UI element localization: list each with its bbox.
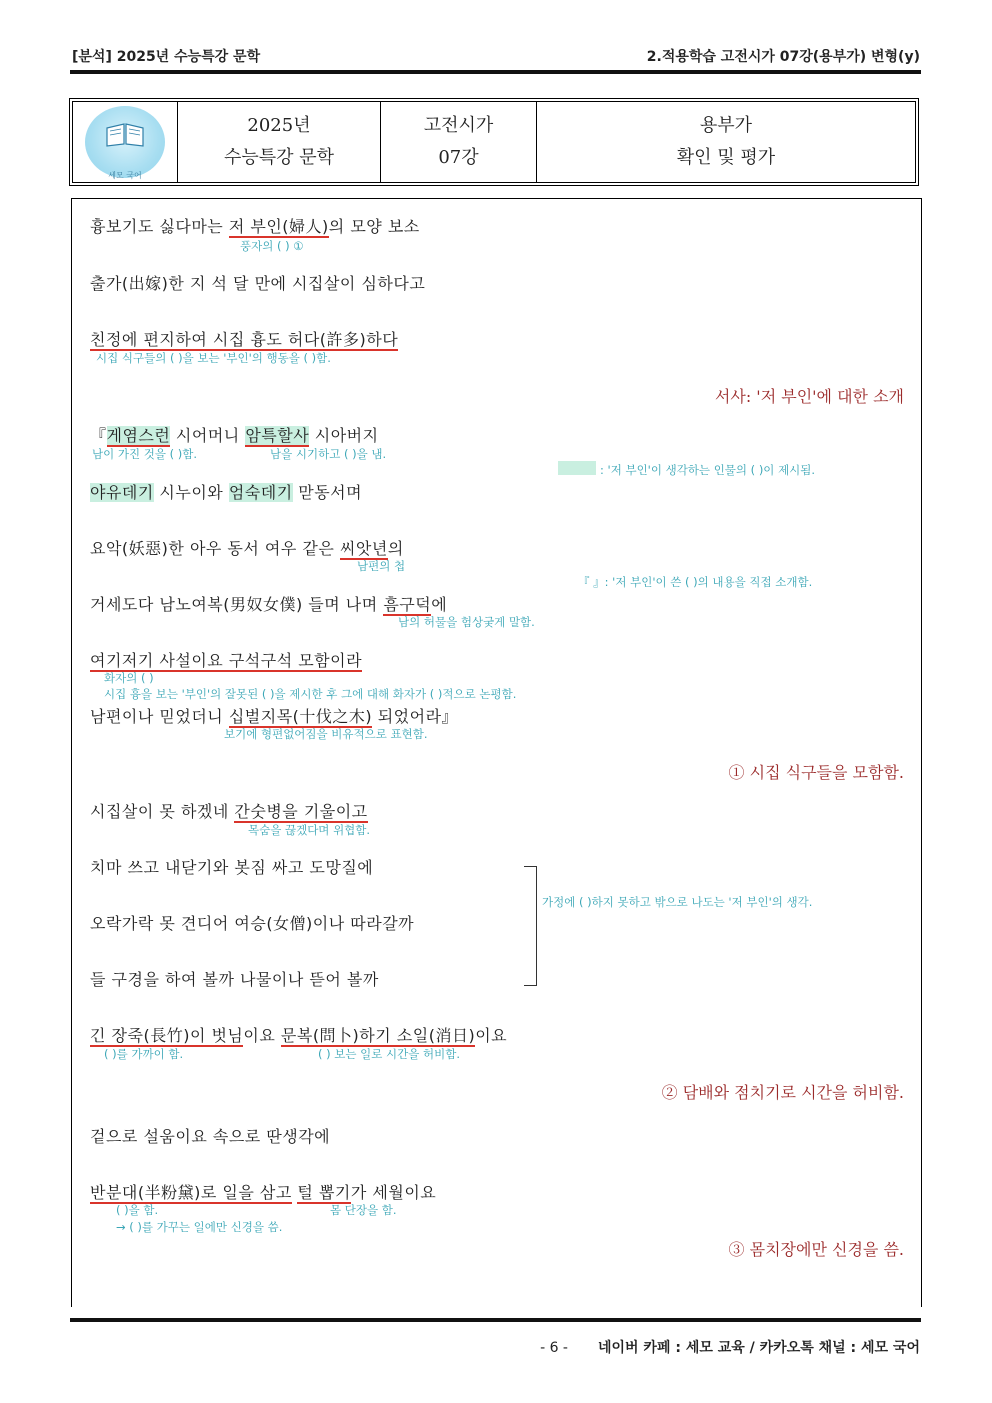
summary-3: ③ 몸치장에만 신경을 씀. — [728, 1240, 904, 1259]
annotation: ( ) 보는 일로 시간을 허비함. — [318, 1047, 460, 1061]
book-logo-icon — [85, 106, 165, 178]
summary-1: ① 시집 식구들을 모함함. — [728, 763, 904, 782]
top-rule — [70, 70, 921, 74]
logo-cell — [73, 102, 178, 182]
poem-line-13: 들 구경을 하여 볼까 나물이나 뜯어 볼까 — [90, 970, 379, 989]
poem-line-12: 오락가락 못 견디어 여승(女僧)이나 따라갈까 — [90, 914, 415, 933]
title-cell-year: 2025년 수능특강 문학 — [178, 102, 381, 182]
annotation: 몸 단장을 함. — [330, 1203, 397, 1217]
highlight-swatch — [558, 461, 596, 475]
annotation: ( )을 함. — [116, 1203, 159, 1217]
footer-text: 네이버 카페 : 세모 교육 / 카카오톡 채널 : 세모 국어 — [597, 1340, 920, 1356]
annotation: 풍자의 ( ) ① — [240, 239, 304, 253]
poem-line-2: 출가(出嫁)한 지 석 달 만에 시집살이 심하다고 — [90, 274, 426, 293]
poem-line-3: 친정에 편지하여 시집 흉도 허다(許多)하다 — [90, 330, 399, 349]
annotation: ( )를 가까이 함. — [104, 1047, 184, 1061]
logo-caption: 세모 국어 — [108, 171, 142, 180]
poem-line-6: 요악(妖惡)한 아우 동서 여우 같은 씨앗년의 — [90, 539, 404, 558]
poem-line-11: 치마 쓰고 내닫기와 봇짐 싸고 도망질에 — [90, 858, 374, 877]
poem-line-1: 흉보기도 싫다마는 저 부인(婦人)의 모양 보소 — [90, 217, 420, 236]
annotation: → ( )를 가꾸는 일에만 신경을 씀. — [116, 1220, 283, 1234]
annotation: 시집 식구들의 ( )을 보는 '부인'의 행동을 ( )함. — [96, 351, 331, 365]
annotation: 남편의 첩 — [357, 559, 406, 573]
annotation: 남이 가진 것을 ( )함. — [92, 447, 198, 461]
annotation: 남의 허물을 험상궂게 말함. — [398, 615, 535, 629]
poem-line-4: 『게염스런 시어머니 암특할사 시아버지 — [90, 426, 379, 445]
footer — [540, 1337, 920, 1357]
title-box — [69, 98, 919, 186]
title-cell-unit: 고전시가 07강 — [381, 102, 537, 182]
annotation: 『 』: '저 부인'이 쓴 ( )의 내용을 직접 소개함. — [578, 575, 813, 589]
poem-line-8: 여기저기 사설이요 구석구석 모함이라 — [90, 651, 363, 670]
header-right: 2.적용학습 고전시가 07강(용부가) 변형(y) — [646, 49, 920, 65]
annotation: : '저 부인'이 생각하는 인물의 ( )이 제시됨. — [600, 463, 816, 477]
annotation: 목숨을 끊겠다며 위협함. — [248, 823, 371, 837]
poem-line-9: 남편이나 믿었더니 십벌지목(十伐之木) 되었어라』 — [90, 707, 459, 726]
header-left: [분석] 2025년 수능특강 문학 — [72, 49, 261, 65]
bottom-rule — [70, 1318, 921, 1322]
annotation: 화자의 ( ) — [104, 671, 154, 685]
poem-line-5: 야유데기 시누이와 엄숙데기 맏동서며 — [90, 483, 363, 502]
poem-line-14: 긴 장죽(長竹)이 벗님이요 문복(問卜)하기 소일(消日)이요 — [90, 1026, 508, 1045]
summary-2: ② 담배와 점치기로 시간을 허비함. — [661, 1083, 904, 1102]
poem-line-15: 겉으로 설움이요 속으로 딴생각에 — [90, 1127, 331, 1146]
poem-line-7: 거세도다 남노여복(男奴女僕) 들며 나며 흠구덕에 — [90, 595, 448, 614]
page-number: - 6 - — [540, 1340, 568, 1356]
poem-line-10: 시집살이 못 하겠네 간숫병을 기울이고 — [90, 802, 368, 821]
annotation: 보기에 형편없어짐을 비유적으로 표현함. — [224, 727, 428, 741]
poem-line-16: 반분대(半粉黛)로 일을 삼고 털 뽑기가 세월이요 — [90, 1183, 437, 1202]
title-cell-work: 용부가 확인 및 평가 — [676, 115, 776, 168]
annotation: 가정에 ( )하지 못하고 밖으로 나도는 '저 부인'의 생각. — [542, 895, 813, 909]
annotation: 남을 시기하고 ( )을 냄. — [270, 447, 387, 461]
annotation: 시집 흉을 보는 '부인'의 잘못된 ( )을 제시한 후 그에 대해 화자가 ( )적으로 논평함. — [104, 687, 517, 701]
bracket — [524, 866, 537, 986]
summary-intro: 서사: '저 부인'에 대한 소개 — [714, 387, 904, 406]
